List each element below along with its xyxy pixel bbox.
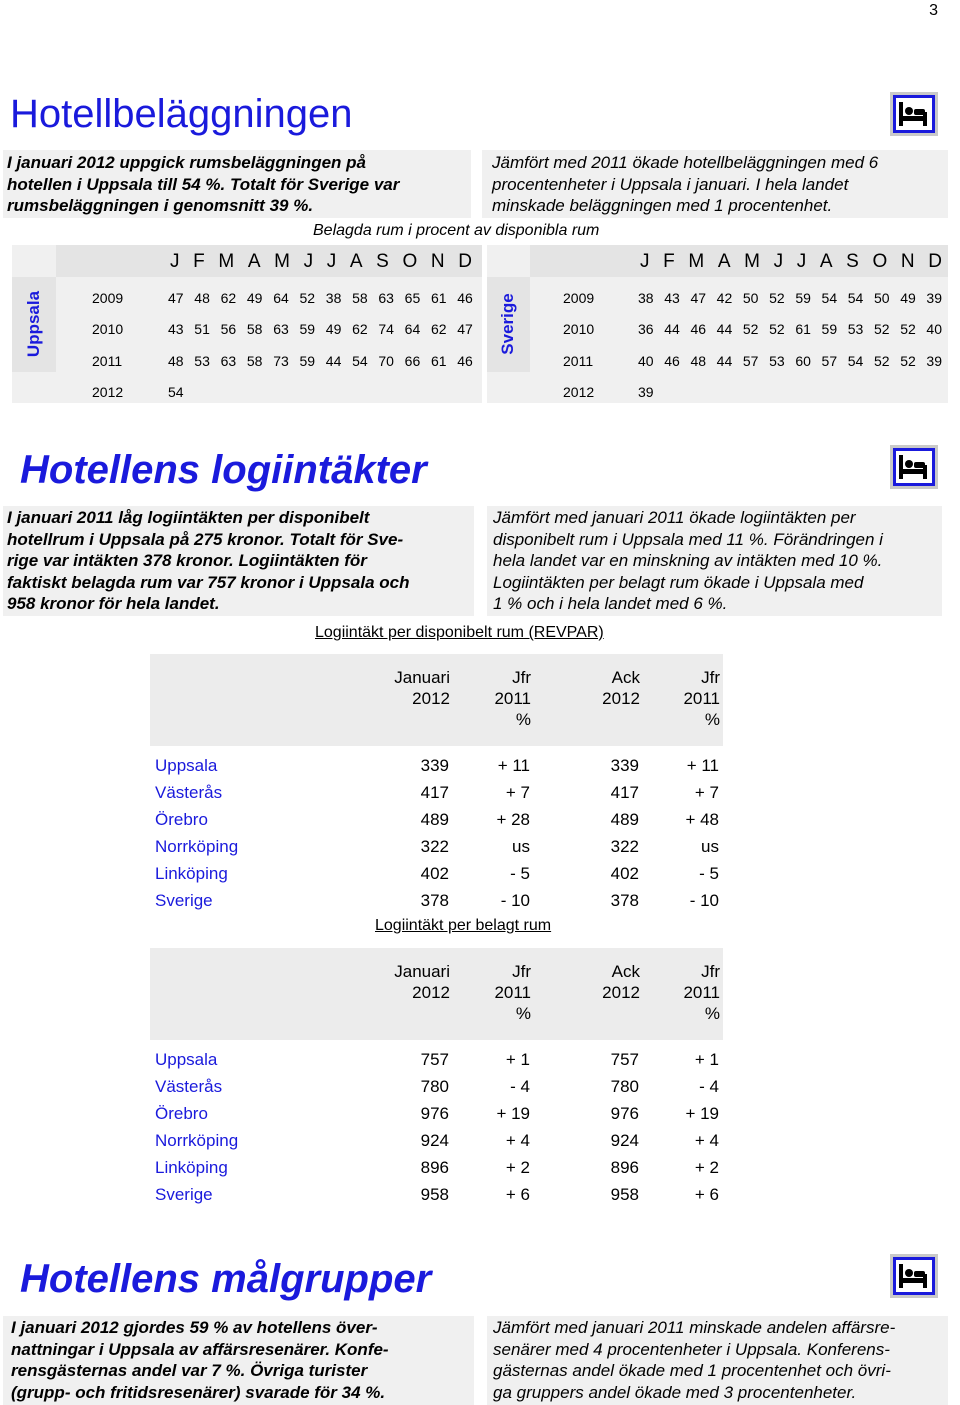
- occupancy-value: 50: [873, 290, 890, 306]
- summary-line: I januari 2012 gjordes 59 % av hotellens över-: [11, 1318, 378, 1337]
- summary-box-left: [3, 506, 474, 616]
- occupancy-value: 53: [194, 353, 210, 369]
- month-label: O: [402, 251, 418, 272]
- occupancy-value: 44: [325, 353, 342, 369]
- occupancy-value: 61: [430, 353, 447, 369]
- header-line: Jfr: [512, 668, 531, 687]
- table-row: [155, 837, 725, 864]
- value-jfr: + 4: [505, 1131, 530, 1150]
- month-label: J: [773, 251, 784, 272]
- occupancy-value: 58: [352, 290, 368, 306]
- occupancy-value: 57: [742, 353, 759, 369]
- summary-box-right: [482, 150, 948, 218]
- occupancy-caption: Belagda rum i procent av disponibla rum: [313, 222, 600, 239]
- table-row: [155, 1131, 725, 1158]
- month-label: O: [872, 251, 888, 272]
- occupancy-value: 43: [664, 290, 680, 306]
- value-januari: 339: [420, 756, 449, 775]
- value-jfr: + 7: [505, 783, 530, 802]
- table-row: [155, 1104, 725, 1131]
- summary-line: I januari 2012 uppgick rumsbeläggningen på: [7, 153, 366, 172]
- year-label: 2009: [563, 290, 595, 306]
- summary-line: I januari 2011 låg logiintäkten per disponibelt: [7, 508, 370, 527]
- column-header-jfr-ack: [683, 961, 720, 1024]
- month-label: M: [218, 251, 235, 272]
- table-title-belagt: Logiintäkt per belagt rum: [375, 917, 552, 934]
- month-label: M: [744, 251, 760, 272]
- occupancy-value: 61: [795, 321, 811, 337]
- month-label: D: [458, 251, 472, 272]
- occupancy-value: 42: [716, 290, 733, 306]
- occupancy-value: 58: [246, 321, 263, 337]
- occupancy-value: 38: [325, 290, 342, 306]
- occupancy-value: 59: [821, 321, 838, 337]
- occupancy-value: 44: [664, 321, 680, 337]
- value-jfr-ack: + 4: [694, 1131, 719, 1150]
- value-ack: 924: [610, 1131, 639, 1150]
- summary-line: hela landet var en minskning av intäkten med 10 %.: [493, 551, 883, 570]
- occupancy-value: 63: [378, 290, 394, 306]
- occupancy-value: 64: [273, 290, 289, 306]
- occupancy-value: 74: [378, 321, 394, 337]
- occupancy-value: 46: [457, 290, 473, 306]
- value-jfr: - 10: [500, 891, 530, 910]
- occupancy-value: 44: [716, 353, 733, 369]
- month-label: A: [717, 251, 731, 272]
- occupancy-value: 54: [847, 290, 864, 306]
- header-line: Ack: [611, 962, 640, 981]
- occupancy-value: 53: [769, 353, 785, 369]
- summary-line: Jämfört med januari 2011 minskade andelen affärsre-: [493, 1318, 896, 1337]
- header-line: %: [704, 710, 720, 729]
- occupancy-value: 62: [352, 321, 368, 337]
- occupancy-value: 54: [168, 384, 184, 400]
- occupancy-value: 52: [299, 290, 316, 306]
- month-label: M: [688, 251, 705, 272]
- summary-line: nattningar i Uppsala av affärsresenärer. Konfe-: [11, 1339, 389, 1359]
- header-line: 2011: [683, 689, 720, 708]
- occupancy-row: [168, 290, 473, 306]
- hotel-bed-icon: [890, 1254, 938, 1303]
- summary-box-right: [487, 1316, 948, 1405]
- value-ack: 780: [610, 1077, 639, 1096]
- header-line: Januari: [394, 962, 450, 981]
- value-jfr-ack: + 7: [694, 783, 719, 802]
- value-jfr-ack: + 2: [694, 1158, 719, 1177]
- year-label: 2011: [92, 353, 123, 369]
- summary-box-left: [3, 1316, 474, 1405]
- occupancy-value: 52: [769, 321, 785, 337]
- year-label: 2010: [563, 321, 595, 337]
- value-januari: 976: [420, 1104, 449, 1123]
- value-ack: 402: [610, 864, 639, 883]
- occupancy-value: 66: [404, 353, 421, 369]
- occupancy-value: 59: [795, 290, 811, 306]
- occupancy-value: 40: [926, 321, 942, 337]
- value-ack: 489: [610, 810, 639, 829]
- summary-line: disponibelt rum i Uppsala med 11 %. Förändringen i: [493, 529, 883, 549]
- value-ack: 896: [610, 1158, 639, 1177]
- occupancy-value: 52: [900, 353, 916, 369]
- summary-line: Logiintäkten per belagt rum ökade i Uppsala med: [493, 572, 864, 592]
- header-line: Jfr: [701, 668, 720, 687]
- occupancy-value: 61: [430, 290, 447, 306]
- header-line: Ack: [611, 668, 640, 687]
- month-label: F: [193, 251, 205, 272]
- occupancy-value: 62: [430, 321, 447, 337]
- column-header-jfr: [494, 667, 531, 730]
- occupancy-row: [168, 321, 473, 337]
- occupancy-value: 43: [168, 321, 184, 337]
- column-header-januari: [394, 961, 450, 1003]
- city-name: Norrköping: [155, 1131, 239, 1150]
- occupancy-row: [638, 353, 942, 369]
- occupancy-value: 39: [926, 290, 942, 306]
- header-line: %: [515, 710, 531, 729]
- value-januari: 896: [420, 1158, 449, 1177]
- header-line: Jfr: [512, 962, 531, 981]
- column-header-januari: [394, 667, 450, 709]
- city-name: Linköping: [155, 1158, 228, 1177]
- occupancy-value: 59: [299, 353, 316, 369]
- table-title-revpar: Logiintäkt per disponibelt rum (REVPAR): [315, 624, 604, 641]
- city-name: Uppsala: [155, 756, 218, 775]
- occupancy-row: [638, 321, 942, 337]
- section-title-malgrupper: Hotellens målgrupper: [20, 1257, 432, 1301]
- occupancy-value: 48: [168, 353, 184, 369]
- value-jfr-ack: + 48: [685, 810, 719, 829]
- table-row: [155, 891, 725, 918]
- year-label: 2009: [92, 290, 124, 306]
- table-row: [155, 1158, 725, 1185]
- summary-line: minskade beläggningen med 1 procentenhet.: [492, 196, 833, 215]
- occupancy-value: 50: [742, 290, 759, 306]
- occupancy-value: 62: [220, 290, 237, 306]
- header-line: 2012: [602, 983, 640, 1002]
- occupancy-value: 58: [246, 353, 263, 369]
- value-jfr: + 11: [497, 756, 530, 775]
- summary-line: ga gruppers andel ökade med 3 procentenheter.: [493, 1382, 857, 1402]
- value-januari: 924: [420, 1131, 449, 1150]
- month-label: J: [303, 251, 314, 272]
- month-label: A: [349, 251, 363, 272]
- value-jfr-ack: + 19: [685, 1104, 719, 1123]
- summary-line: Jämfört med 2011 ökade hotellbeläggningen med 6: [492, 153, 879, 172]
- month-label: F: [663, 251, 675, 272]
- value-jfr-ack: + 1: [694, 1050, 719, 1069]
- occupancy-value: 48: [690, 353, 707, 369]
- value-jfr: - 5: [510, 864, 530, 883]
- month-label: M: [274, 251, 290, 272]
- occupancy-value: 46: [457, 353, 473, 369]
- summary-line: hotellrum i Uppsala på 275 kronor. Totalt för Sve-: [7, 529, 404, 549]
- region-label-sverige: Sverige: [498, 293, 517, 355]
- summary-line: rumsbeläggningen i genomsnitt 39 %.: [7, 196, 314, 215]
- value-ack: 339: [610, 756, 639, 775]
- section-title-hotellbelaggningen: Hotellbeläggningen: [10, 92, 353, 136]
- summary-line: gästernas andel ökade med 1 procentenhet och övri-: [493, 1361, 891, 1380]
- value-januari: 757: [420, 1050, 449, 1069]
- year-label: 2010: [92, 321, 124, 337]
- value-januari: 378: [420, 891, 449, 910]
- section-title-logiintakter: Hotellens logiintäkter: [20, 448, 427, 492]
- value-ack: 976: [610, 1104, 639, 1123]
- summary-line: Jämfört med januari 2011 ökade logiintäkten per: [493, 508, 856, 527]
- occupancy-value: 63: [220, 353, 237, 369]
- month-label: N: [900, 251, 915, 272]
- month-label: N: [430, 251, 445, 272]
- occupancy-value: 54: [821, 290, 838, 306]
- value-jfr-ack: - 10: [689, 891, 719, 910]
- value-jfr: + 19: [496, 1104, 530, 1123]
- city-name: Uppsala: [155, 1050, 218, 1069]
- occupancy-value: 49: [325, 321, 342, 337]
- column-header-jfr-ack: [683, 667, 720, 730]
- header-line: 2012: [412, 983, 450, 1002]
- table-row: [155, 783, 725, 810]
- year-label: 2012: [563, 384, 595, 400]
- value-jfr: + 28: [496, 810, 530, 829]
- occupancy-value: 39: [926, 353, 942, 369]
- value-jfr-ack: + 6: [694, 1185, 719, 1204]
- occupancy-value: 51: [194, 321, 210, 337]
- value-januari: 402: [420, 864, 449, 883]
- value-jfr: us: [512, 837, 530, 856]
- header-line: 2011: [494, 983, 531, 1002]
- summary-line: rensgästernas andel var 7 %. Övriga turister: [11, 1361, 368, 1380]
- occupancy-value: 52: [742, 321, 759, 337]
- occupancy-value: 65: [404, 290, 421, 306]
- occupancy-value: 70: [378, 353, 394, 369]
- city-name: Sverige: [155, 891, 213, 910]
- column-header-ack: [602, 667, 640, 709]
- summary-line: hotellen i Uppsala till 54 %. Totalt för Sverige var: [7, 174, 400, 194]
- value-jfr: - 4: [510, 1077, 530, 1096]
- summary-box-right: [487, 506, 942, 616]
- occupancy-value: 59: [299, 321, 316, 337]
- month-label: J: [796, 251, 807, 272]
- value-januari: 417: [420, 783, 449, 802]
- occupancy-value: 46: [690, 321, 707, 337]
- value-januari: 322: [420, 837, 449, 856]
- city-name: Örebro: [155, 810, 208, 829]
- occupancy-value: 57: [821, 353, 838, 369]
- value-ack: 378: [610, 891, 639, 910]
- column-header-jfr: [494, 961, 531, 1024]
- month-label: S: [846, 251, 859, 272]
- value-januari: 489: [420, 810, 449, 829]
- occupancy-value: 52: [873, 353, 890, 369]
- value-januari: 958: [420, 1185, 449, 1204]
- region-label-uppsala: Uppsala: [24, 290, 43, 358]
- occupancy-value: 60: [795, 353, 811, 369]
- year-label: 2012: [92, 384, 124, 400]
- header-line: 2012: [602, 689, 640, 708]
- occupancy-value: 52: [769, 290, 785, 306]
- month-label: D: [928, 251, 942, 272]
- value-januari: 780: [420, 1077, 449, 1096]
- city-name: Sverige: [155, 1185, 213, 1204]
- occupancy-value: 53: [847, 321, 864, 337]
- year-label: 2011: [563, 353, 594, 369]
- occupancy-value: 63: [273, 321, 289, 337]
- header-line: 2012: [412, 689, 450, 708]
- hotel-bed-icon: [890, 445, 938, 494]
- occupancy-value: 52: [873, 321, 890, 337]
- summary-line: faktiskt belagda rum var 757 kronor i Uppsala och: [7, 572, 410, 592]
- occupancy-row: [638, 290, 942, 306]
- occupancy-value: 49: [246, 290, 263, 306]
- table-row: [155, 810, 725, 837]
- header-line: Januari: [394, 668, 450, 687]
- value-jfr: + 1: [505, 1050, 530, 1069]
- value-jfr-ack: + 11: [686, 756, 719, 775]
- header-line: %: [704, 1004, 720, 1023]
- table-row: [155, 756, 725, 783]
- value-jfr: + 6: [505, 1185, 530, 1204]
- month-header-uppsala: [170, 251, 472, 273]
- city-name: Norrköping: [155, 837, 239, 856]
- header-line: 2011: [494, 689, 531, 708]
- table-row: [155, 1077, 725, 1104]
- summary-line: rige var intäkten 378 kronor. Logiintäkten för: [7, 551, 367, 570]
- occupancy-value: 48: [194, 290, 210, 306]
- month-label: J: [170, 251, 180, 272]
- value-ack: 958: [610, 1185, 639, 1204]
- value-jfr-ack: us: [701, 837, 719, 856]
- summary-box-left: [3, 150, 471, 218]
- occupancy-value: 54: [847, 353, 864, 369]
- occupancy-value: 40: [638, 353, 654, 369]
- city-name: Örebro: [155, 1104, 208, 1123]
- summary-line: (grupp- och fritidsresenärer) svarade för 34 %.: [11, 1382, 386, 1402]
- value-jfr-ack: - 5: [699, 864, 719, 883]
- occupancy-value: 46: [664, 353, 680, 369]
- summary-line: senärer med 4 procentenheter i Uppsala. Konferens-: [493, 1339, 890, 1359]
- summary-line: 958 kronor för hela landet.: [7, 594, 220, 613]
- occupancy-value: 47: [168, 290, 184, 306]
- occupancy-value: 44: [716, 321, 733, 337]
- column-header-ack: [602, 961, 640, 1003]
- value-jfr-ack: - 4: [699, 1077, 719, 1096]
- occupancy-value: 47: [457, 321, 473, 337]
- occupancy-value: 56: [220, 321, 237, 337]
- occupancy-value: 54: [352, 353, 368, 369]
- occupancy-value: 36: [638, 321, 654, 337]
- page-number: 3: [929, 2, 938, 19]
- occupancy-value: 73: [273, 353, 289, 369]
- table-row: [155, 864, 725, 891]
- month-label: A: [247, 251, 261, 272]
- city-name: Linköping: [155, 864, 228, 883]
- occupancy-row: [168, 353, 473, 369]
- value-ack: 417: [610, 783, 639, 802]
- table-row: [155, 1050, 725, 1077]
- value-jfr: + 2: [505, 1158, 530, 1177]
- month-label: A: [819, 251, 833, 272]
- month-label: J: [640, 251, 650, 272]
- occupancy-value: 52: [900, 321, 916, 337]
- value-ack: 322: [610, 837, 639, 856]
- occupancy-value: 49: [900, 290, 916, 306]
- month-header-sverige: [640, 251, 942, 273]
- table-row: [155, 1185, 725, 1212]
- occupancy-value: 38: [638, 290, 654, 306]
- occupancy-value: 47: [690, 290, 707, 306]
- summary-line: procentenheter i Uppsala i januari. I hela landet: [492, 174, 849, 194]
- occupancy-value: 64: [404, 321, 421, 337]
- value-ack: 757: [610, 1050, 639, 1069]
- header-line: %: [515, 1004, 531, 1023]
- header-line: Jfr: [701, 962, 720, 981]
- month-label: J: [326, 251, 337, 272]
- month-label: S: [376, 251, 389, 272]
- city-name: Västerås: [155, 783, 223, 802]
- occupancy-value: 39: [638, 384, 654, 400]
- header-line: 2011: [683, 983, 720, 1002]
- city-name: Västerås: [155, 1077, 223, 1096]
- summary-line: 1 % och i hela landet med 6 %.: [493, 594, 728, 613]
- hotel-bed-icon: [890, 92, 938, 141]
